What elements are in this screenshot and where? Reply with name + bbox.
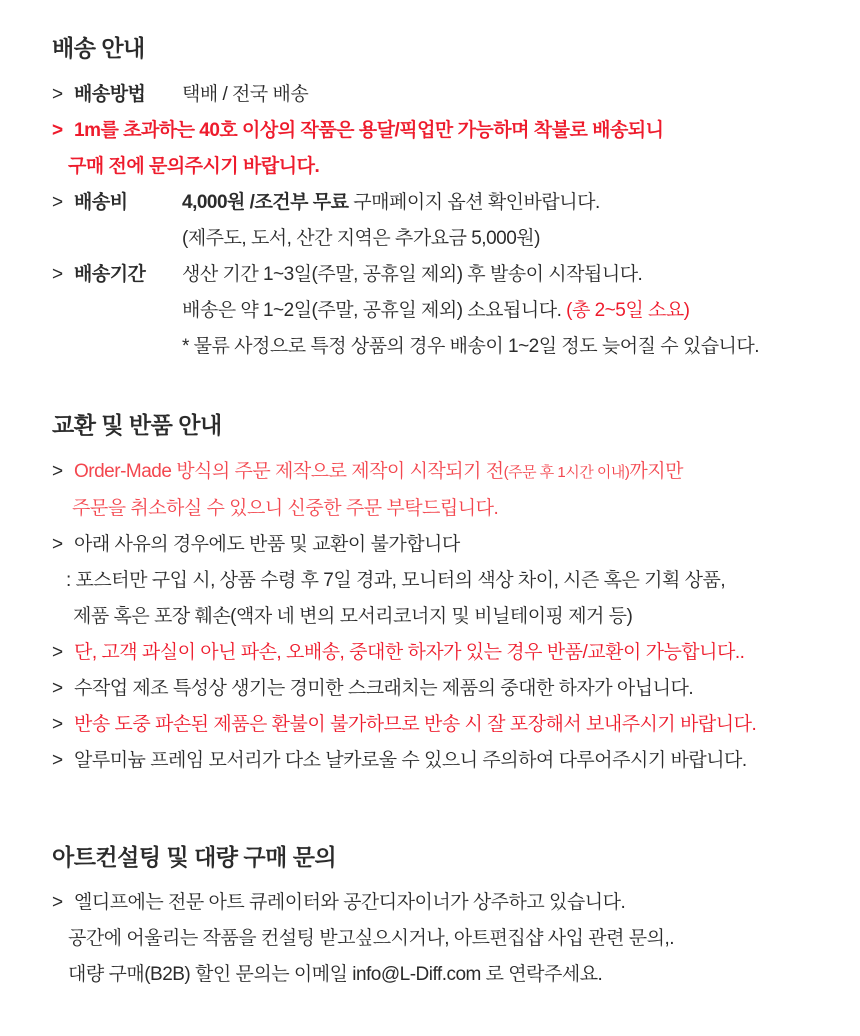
oversize-notice-line1 [52, 113, 830, 149]
contact-email: info@L-Diff.com [352, 964, 481, 986]
exception-text: 단, 고객 과실이 아닌 파손, 오배송, 중대한 하자가 있는 경우 반품/교환이 가능합니다.. [74, 641, 745, 663]
arrow-marker: > [52, 191, 63, 213]
consulting-line1: 엘디프에는 전문 아트 큐레이터와 공간디자이너가 상주하고 있습니다. [74, 892, 626, 914]
frame-caution-text: 알루미늄 프레임 모서리가 다소 날카로울 수 있으니 주의하여 다루어주시기 바랍니다. [74, 749, 747, 771]
shipping-fee-surcharge-row [52, 221, 830, 257]
repack-row [52, 707, 830, 743]
exception-row [52, 635, 830, 671]
no-return-line3: 제품 혹은 포장 훼손(액자 네 변의 모서리코너지 및 비닐테이핑 제거 등) [73, 605, 633, 627]
consulting-line1-row [52, 885, 830, 921]
consulting-line3-row [52, 957, 830, 993]
shipping-fee-value [182, 185, 600, 221]
arrow-marker: > [52, 263, 63, 285]
order-made-small: (주문 후 1시간 이내) [503, 463, 630, 481]
consulting-line2: 공간에 어울리는 작품을 컨설팅 받고싶으시거나, 아트편집샵 사입 관련 문의,. [68, 928, 675, 950]
scratch-text: 수작업 제조 특성상 생기는 경미한 스크래치는 제품의 중대한 하자가 아닙니다. [74, 677, 694, 699]
consulting-line3-post: 로 연락주세요. [480, 964, 603, 986]
arrow-marker: > [52, 119, 63, 141]
shipping-fee-amount: 4,000원 /조건부 무료 [182, 191, 349, 213]
consulting-line2-row [52, 921, 830, 957]
arrow-marker: > [52, 713, 63, 735]
scratch-row [52, 671, 830, 707]
shipping-fee-row [52, 185, 830, 221]
shipping-period-label: 배송기간 [74, 263, 146, 285]
shipping-method-row [52, 77, 830, 113]
order-made-part2: 까지만 [629, 460, 683, 482]
consulting-line3-pre: 대량 구매(B2B) 할인 문의는 이메일 [68, 964, 353, 986]
shipping-period-delay-note: * 물류 사정으로 특정 상품의 경우 배송이 1~2일 정도 늦어질 수 있습니다. [182, 335, 760, 357]
shipping-title: 배송 안내 [52, 35, 145, 61]
shipping-fee-surcharge: (제주도, 도서, 산간 지역은 추가요금 5,000원) [182, 227, 540, 249]
arrow-marker: > [52, 749, 63, 771]
order-made-row [52, 454, 830, 491]
oversize-notice-text1: 1m를 초과하는 40호 이상의 작품은 용달/픽업만 가능하며 착불로 배송되니 [74, 119, 664, 141]
shipping-period-line2: 배송은 약 1~2일(주말, 공휴일 제외) 소요됩니다. [182, 299, 567, 321]
oversize-notice-line2 [52, 149, 830, 185]
shipping-fee-note: 구매페이지 옵션 확인바랍니다. [348, 191, 600, 213]
shipping-period-line2-row [52, 293, 830, 329]
shipping-fee-label: 배송비 [74, 191, 128, 213]
repack-text: 반송 도중 파손된 제품은 환불이 불가하므로 반송 시 잘 포장해서 보내주시기 바랍니다. [74, 713, 757, 735]
order-made-line2: 주문을 취소하실 수 있으니 신중한 주문 부탁드립니다. [72, 497, 499, 519]
arrow-marker: > [52, 677, 63, 699]
no-return-line2: : 포스터만 구입 시, 상품 수령 후 7일 경과, 모니터의 색상 차이, 시즌 혹은 기획 상품, [66, 569, 726, 591]
shipping-period-line1: 생산 기간 1~3일(주말, 공휴일 제외) 후 발송이 시작됩니다. [182, 263, 643, 285]
arrow-marker: > [52, 460, 63, 482]
consulting-title: 아트컨설팅 및 대량 구매 문의 [52, 843, 337, 870]
arrow-marker: > [52, 641, 63, 663]
no-return-line2-row [52, 563, 830, 599]
frame-caution-row [52, 743, 830, 779]
no-return-row [52, 527, 830, 563]
shipping-method-value: 택배 / 전국 배송 [182, 83, 309, 105]
oversize-notice-text2: 구매 전에 문의주시기 바랍니다. [68, 155, 320, 177]
shipping-method-label: 배송방법 [74, 83, 146, 105]
order-made-line2-row [52, 491, 830, 527]
arrow-marker: > [52, 83, 63, 105]
arrow-marker: > [52, 533, 63, 555]
order-made-line1 [74, 454, 683, 491]
order-made-part1: Order-Made 방식의 주문 제작으로 제작이 시작되기 전 [74, 460, 504, 482]
no-return-line3-row [52, 599, 830, 635]
shipping-period-line3-row [52, 329, 830, 365]
no-return-line1: 아래 사유의 경우에도 반품 및 교환이 불가합니다 [74, 533, 460, 555]
shipping-period-total-days: (총 2~5일 소요) [566, 299, 690, 321]
arrow-marker: > [52, 892, 63, 914]
shipping-period-row [52, 257, 830, 293]
returns-title: 교환 및 반품 안내 [52, 411, 222, 438]
